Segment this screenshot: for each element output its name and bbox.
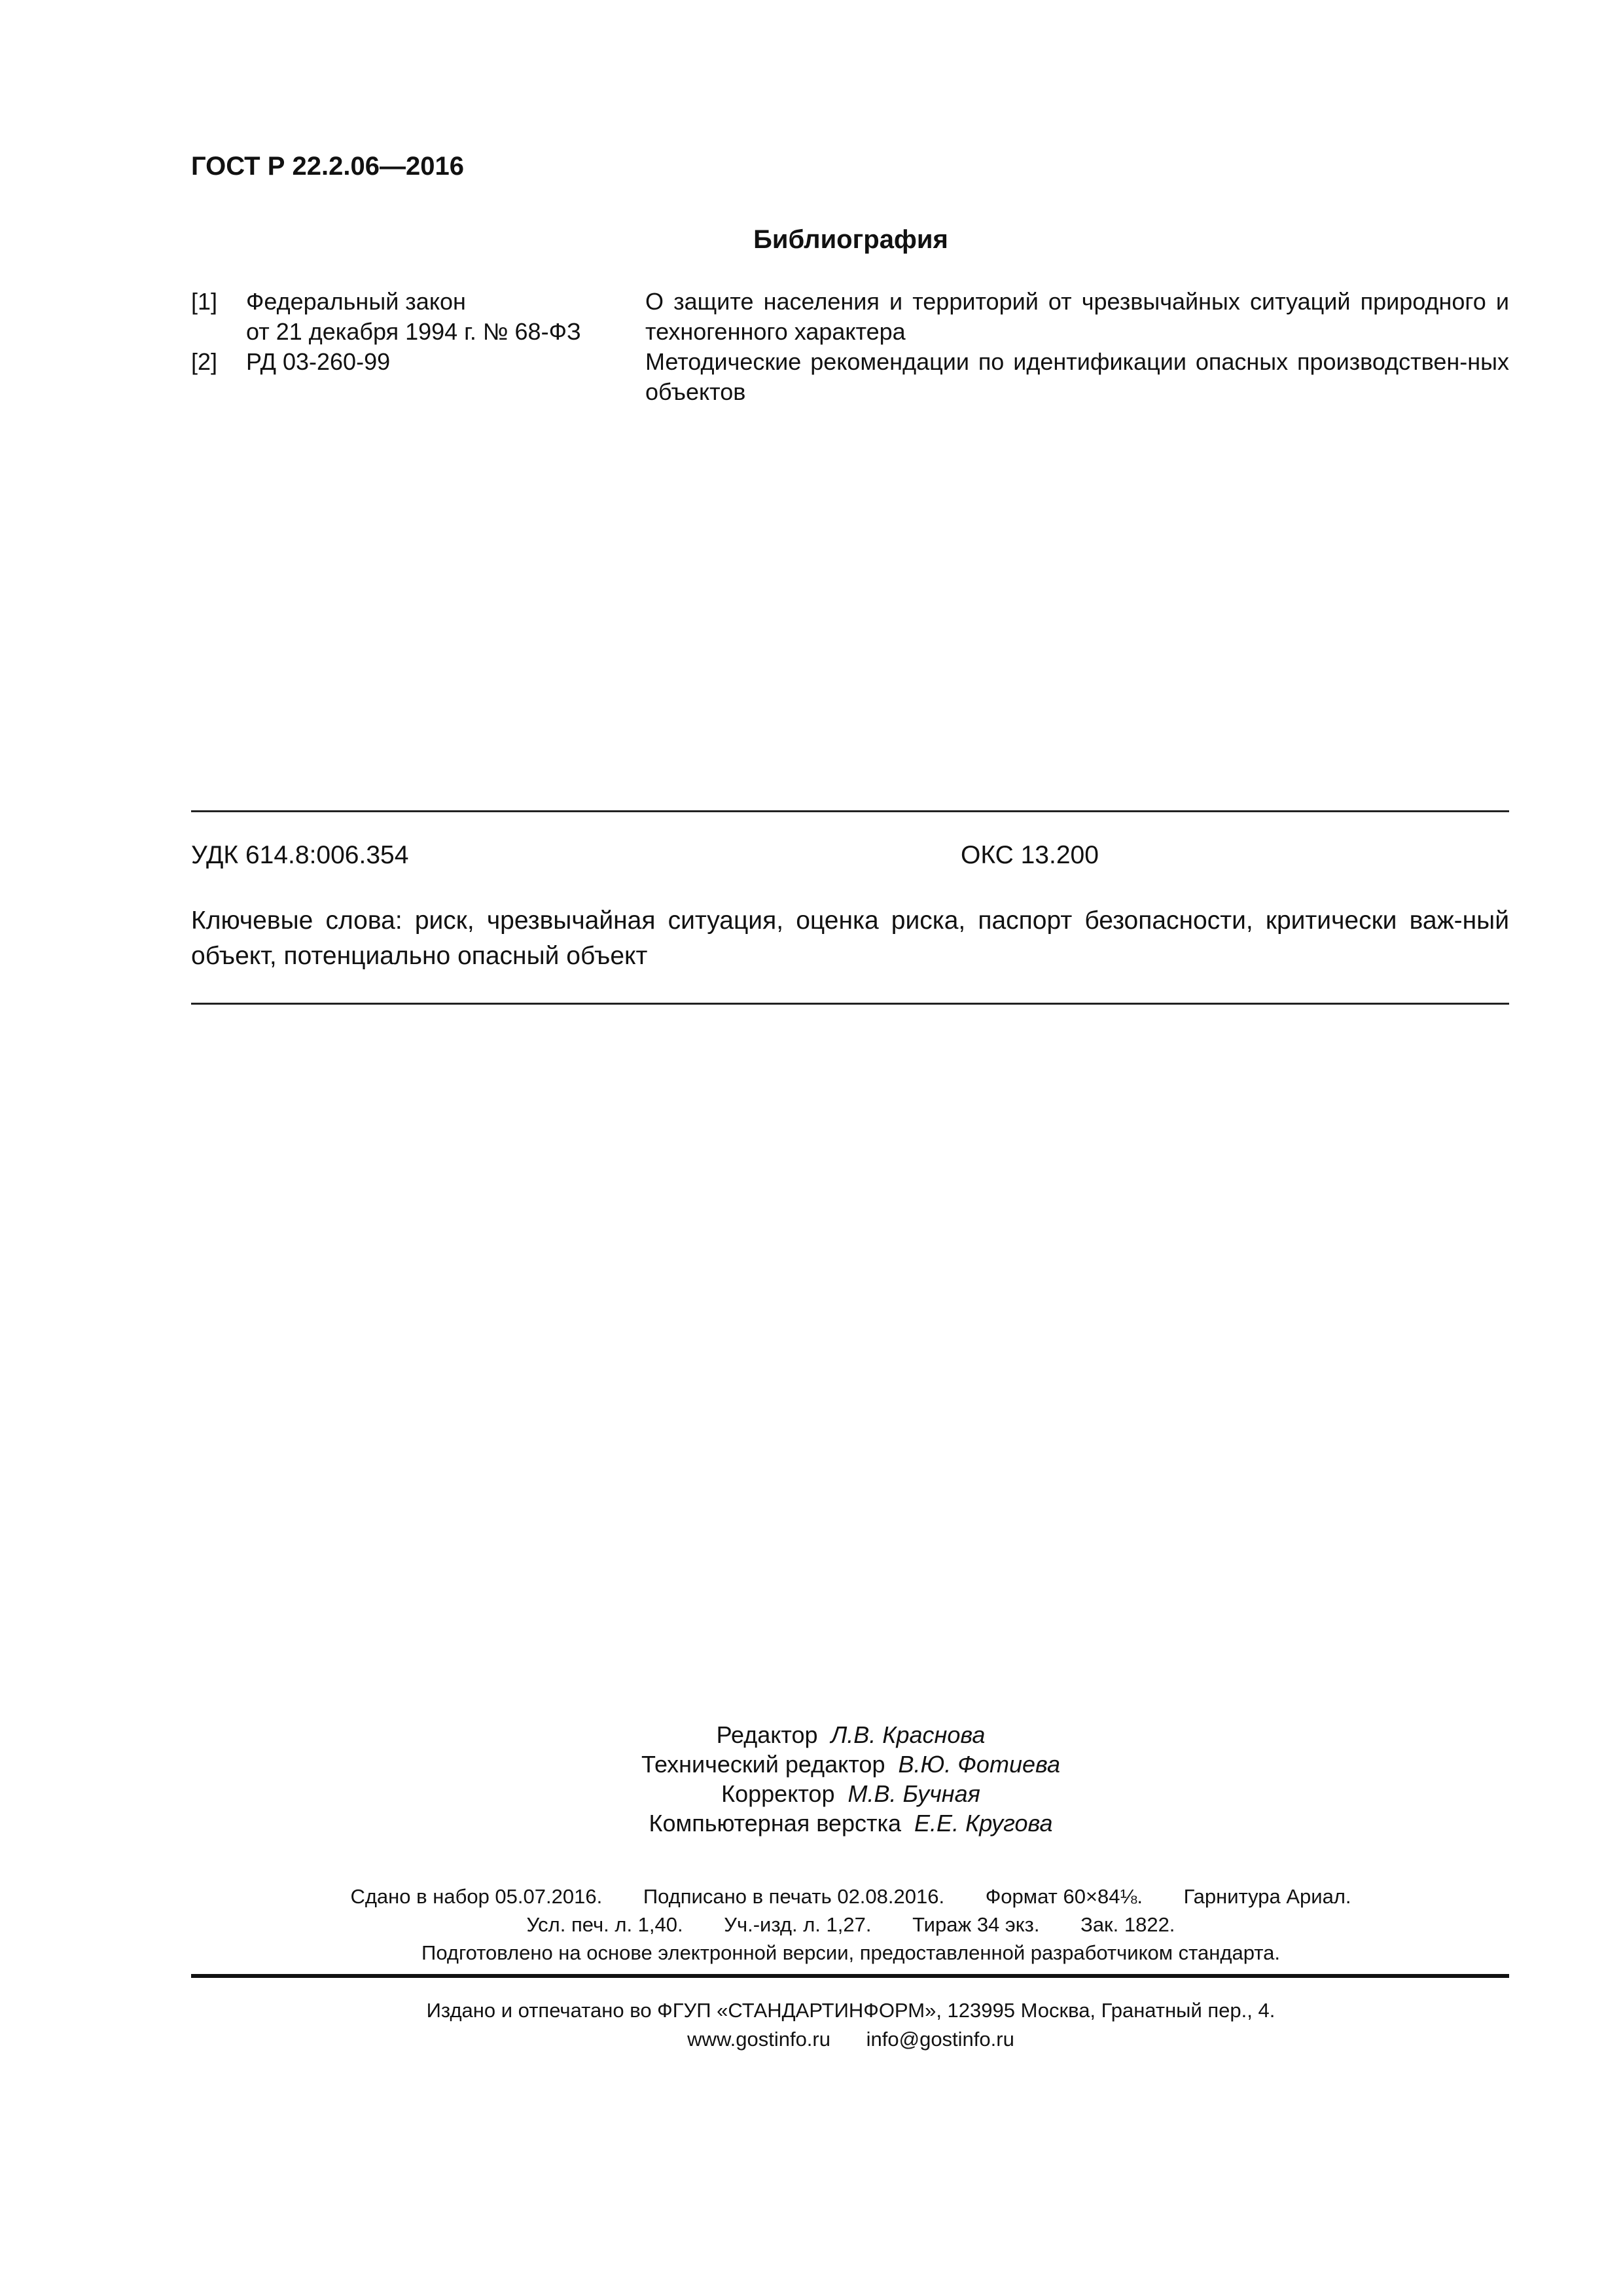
publisher-contacts <box>0 2025 1623 2054</box>
divider <box>191 810 1509 812</box>
typeset-date: Сдано в набор 05.07.2016. <box>350 1885 603 1908</box>
credit-name: Е.Е. Кругова <box>914 1810 1053 1837</box>
oks-code: ОКС 13.200 <box>961 841 1099 869</box>
entry-number: [2] <box>191 348 218 375</box>
divider <box>191 1003 1509 1005</box>
bibliography-entry <box>191 347 1509 407</box>
credits-block <box>0 1720 1623 1838</box>
entry-source-line: РД 03-260-99 <box>246 348 391 375</box>
credit-label: Технический редактор <box>641 1751 885 1778</box>
entry-source-line: от 21 декабря 1994 г. № 68-ФЗ <box>246 318 581 345</box>
order-number: Зак. 1822. <box>1080 1913 1175 1936</box>
credit-editor <box>0 1720 1623 1749</box>
credit-corrector <box>0 1779 1623 1808</box>
credit-label: Компьютерная верстка <box>649 1810 902 1837</box>
credit-layout <box>0 1808 1623 1838</box>
print-info-line <box>0 1882 1623 1910</box>
entry-source-line: Федеральный закон <box>246 288 466 315</box>
print-info-note: Подготовлено на основе электронной версии, предоставленной разработчиком стандарта. <box>421 1941 1280 1964</box>
entry-source <box>246 287 639 347</box>
entry-number: [1] <box>191 288 218 315</box>
entry-title: О защите населения и территорий от чрезвычайных ситуаций природного и техногенного характера <box>645 288 1509 345</box>
print-info-line <box>0 1910 1623 1939</box>
publisher-line: Издано и отпечатано во ФГУП «СТАНДАРТИНФОРМ», 123995 Москва, Гранатный пер., 4. <box>426 1999 1275 2022</box>
website-link[interactable]: www.gostinfo.ru <box>687 2028 830 2051</box>
circulation: Тираж 34 экз. <box>912 1913 1040 1936</box>
publisher-block <box>0 1996 1623 2054</box>
typeface: Гарнитура Ариал. <box>1183 1885 1351 1908</box>
credit-label: Редактор <box>716 1721 818 1748</box>
paper-format: Формат 60×84⅛. <box>985 1885 1143 1908</box>
credit-tech-editor <box>0 1749 1623 1779</box>
divider <box>191 1974 1509 1978</box>
entry-source <box>246 347 639 377</box>
email-link[interactable]: info@gostinfo.ru <box>866 2028 1014 2051</box>
print-sheets: Усл. печ. л. 1,40. <box>526 1913 683 1936</box>
keywords: Ключевые слова: риск, чрезвычайная ситуация, оценка риска, паспорт безопасности, критически важ-ный объект, потенциально опасный объект <box>191 906 1509 970</box>
bibliography-entry <box>191 287 1509 347</box>
udk-code: УДК 614.8:006.354 <box>191 841 409 869</box>
publication-sheets: Уч.-изд. л. 1,27. <box>724 1913 872 1936</box>
credit-name: М.В. Бучная <box>847 1780 980 1807</box>
credit-name: В.Ю. Фотиева <box>898 1751 1061 1778</box>
print-info <box>0 1882 1623 1967</box>
entry-title: Методические рекомендации по идентификации опасных производствен-ных объектов <box>645 348 1509 405</box>
credit-name: Л.В. Краснова <box>830 1721 986 1748</box>
credit-label: Корректор <box>721 1780 835 1807</box>
bibliography-title: Библиография <box>753 225 948 254</box>
signed-date: Подписано в печать 02.08.2016. <box>643 1885 945 1908</box>
standard-code: ГОСТ Р 22.2.06—2016 <box>191 152 464 181</box>
